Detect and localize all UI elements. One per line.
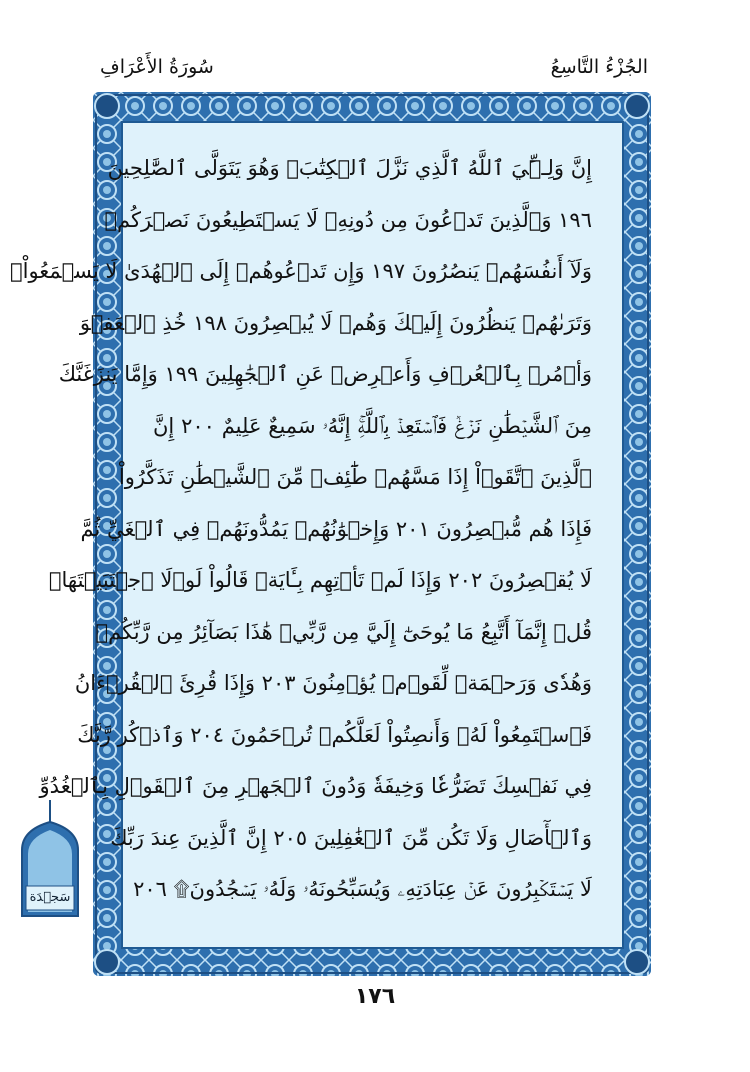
verse-line: فِي نَفۡسِكَ تَضَرُّعٗا وَخِيفَةٗ وَدُونَ ٱلۡجَهۡرِ مِنَ ٱلۡقَوۡلِ بِٱلۡغُدُوِّ: [39, 774, 592, 798]
verse-line: قُلۡ إِنَّمَآ أَتَّبِعُ مَا يُوحَىٰٓ إِلَيَّ مِن رَّبِّيۚ هَٰذَا بَصَآئِرُ مِن رَّبِّكُمۡ: [95, 619, 592, 644]
verse-line: مِنَ ٱلشَّيۡطَٰنِ نَزۡغٞ فَٱسۡتَعِذۡ بِٱللَّهِۚ إِنَّهُۥ سَمِيعٌ عَلِيمٌ ٢٠٠ إِنَّ: [153, 413, 592, 438]
juz-title: الجُزْءُ التَّاسِعُ: [550, 56, 648, 78]
verse-line: ١٩٦ وَٱلَّذِينَ تَدۡعُونَ مِن دُونِهِۦ لَا يَسۡتَطِيعُونَ نَصۡرَكُمۡ: [104, 207, 592, 232]
verse-line: فَٱسۡتَمِعُواْ لَهُۥ وَأَنصِتُواْ لَعَلَّكُمۡ تُرۡحَمُونَ ٢٠٤ وَٱذۡكُر رَّبَّكَ: [77, 722, 592, 747]
verse-line: وَأۡمُرۡ بِٱلۡعُرۡفِ وَأَعۡرِضۡ عَنِ ٱلۡجَٰهِلِينَ ١٩٩ وَإِمَّا يَنزَغَنَّكَ: [58, 362, 592, 386]
verse-line: وَتَرَىٰهُمۡ يَنظُرُونَ إِلَيۡكَ وَهُمۡ لَا يُبۡصِرُونَ ١٩٨ خُذِ ٱلۡعَفۡوَ: [79, 310, 592, 335]
surah-title: سُورَةُ الأَعْرَافِ: [100, 56, 214, 78]
verse-line: فَإِذَا هُم مُّبۡصِرُونَ ٢٠١ وَإِخۡوَٰنُهُمۡ يَمُدُّونَهُمۡ فِي ٱلۡغَيِّ ثُمَّ: [80, 516, 592, 541]
sajda-marker: [16, 800, 84, 920]
verse-line: إِنَّ وَلِـِّۧيَ ٱللَّهُ ٱلَّذِي نَزَّلَ ٱلۡكِتَٰبَۖ وَهُوَ يَتَوَلَّى ٱلصَّٰلِحِينَ: [107, 156, 592, 180]
verse-line: وَهُدٗى وَرَحۡمَةٞ لِّقَوۡمٖ يُؤۡمِنُونَ ٢٠٣ وَإِذَا قُرِئَ ٱلۡقُرۡءَانُ: [74, 671, 592, 695]
verse-line: ٱلَّذِينَ ٱتَّقَوۡاْ إِذَا مَسَّهُمۡ طَٰٓئِفٞ مِّنَ ٱلشَّيۡطَٰنِ تَذَكَّرُواْ: [118, 465, 592, 489]
sajda-label: سَجۡدَة: [29, 890, 71, 905]
verse-line: وَٱلۡأٓصَالِ وَلَا تَكُن مِّنَ ٱلۡغَٰفِلِينَ ٢٠٥ إِنَّ ٱلَّذِينَ عِندَ رَبِّكَ: [110, 825, 592, 850]
verse-line: وَلَآ أَنفُسَهُمۡ يَنصُرُونَ ١٩٧ وَإِن تَدۡعُوهُمۡ إِلَى ٱلۡهُدَىٰ لَا يَسۡمَعُواْۖ: [10, 259, 592, 283]
verse-line: لَا يَسۡتَكۡبِرُونَ عَنۡ عِبَادَتِهِۦ وَيُسَبِّحُونَهُۥ وَلَهُۥ يَسۡجُدُونَ۩ ٢٠٦: [133, 877, 592, 901]
page-number: ١٧٦: [354, 984, 396, 1009]
verse-line: لَا يُقۡصِرُونَ ٢٠٢ وَإِذَا لَمۡ تَأۡتِهِم بِـَٔايَةٖ قَالُواْ لَوۡلَا ٱجۡتَبَيۡتَهَاۚ: [48, 568, 592, 592]
